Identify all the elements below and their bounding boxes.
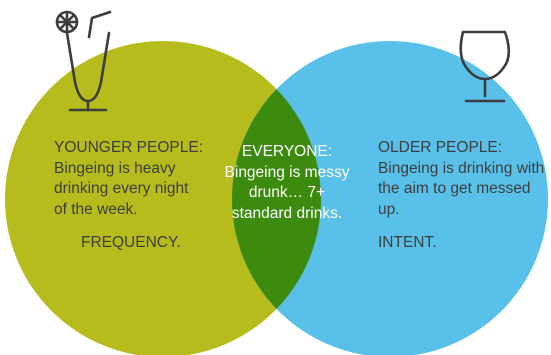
intent-label: INTENT. — [378, 234, 437, 251]
older-people-heading: OLDER PEOPLE: — [378, 139, 503, 156]
older-people-group — [378, 138, 548, 254]
younger-people-heading: YOUNGER PEOPLE: — [54, 139, 204, 156]
everyone-body: Bingeing is messy drunk… 7+ standard drinks. — [224, 163, 350, 222]
frequency-label: FREQUENCY. — [81, 234, 181, 251]
older-people-body: Bingeing is drinking with the aim to get messed up. — [378, 159, 545, 218]
younger-people-group — [54, 138, 204, 254]
younger-people-body: Bingeing is heavy drinking every night of the week. — [54, 159, 189, 218]
everyone-heading: EVERYONE: — [241, 143, 333, 160]
everyone-group — [222, 142, 352, 224]
